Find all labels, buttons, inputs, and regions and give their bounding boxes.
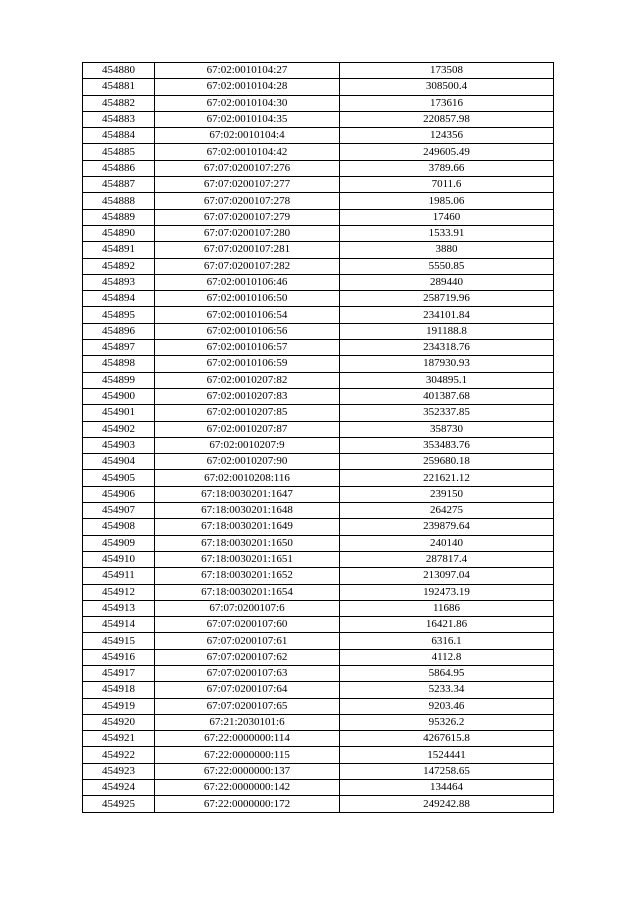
table-row (83, 763, 554, 779)
cadastral-number-cell: 67:07:0200107:60 (155, 617, 340, 633)
cadastral-number-cell: 67:18:0030201:1654 (155, 584, 340, 600)
row-number-cell: 454925 (83, 796, 155, 812)
cadastral-number-cell: 67:02:0010106:50 (155, 291, 340, 307)
row-number-cell: 454909 (83, 535, 155, 551)
row-number-cell: 454922 (83, 747, 155, 763)
cadastral-number-cell: 67:18:0030201:1649 (155, 519, 340, 535)
cadastral-number-cell: 67:02:0010106:46 (155, 274, 340, 290)
cadastral-number-cell: 67:02:0010207:90 (155, 454, 340, 470)
table-row (83, 372, 554, 388)
value-cell: 3789.66 (340, 160, 554, 176)
cadastral-number-cell: 67:02:0010104:35 (155, 111, 340, 127)
value-cell: 308500.4 (340, 79, 554, 95)
row-number-cell: 454885 (83, 144, 155, 160)
cadastral-number-cell: 67:07:0200107:6 (155, 600, 340, 616)
table-body (83, 63, 554, 813)
value-cell: 11686 (340, 600, 554, 616)
cadastral-number-cell: 67:02:0010104:27 (155, 63, 340, 79)
cadastral-number-cell: 67:02:0010106:54 (155, 307, 340, 323)
row-number-cell: 454906 (83, 486, 155, 502)
row-number-cell: 454902 (83, 421, 155, 437)
value-cell: 258719.96 (340, 291, 554, 307)
row-number-cell: 454900 (83, 388, 155, 404)
row-number-cell: 454924 (83, 780, 155, 796)
cadastral-number-cell: 67:02:0010207:83 (155, 388, 340, 404)
row-number-cell: 454881 (83, 79, 155, 95)
value-cell: 192473.19 (340, 584, 554, 600)
value-cell: 353483.76 (340, 437, 554, 453)
table-row (83, 323, 554, 339)
row-number-cell: 454889 (83, 209, 155, 225)
value-cell: 358730 (340, 421, 554, 437)
cadastral-number-cell: 67:07:0200107:65 (155, 698, 340, 714)
row-number-cell: 454898 (83, 356, 155, 372)
cadastral-number-cell: 67:22:0000000:172 (155, 796, 340, 812)
row-number-cell: 454914 (83, 617, 155, 633)
table-row (83, 454, 554, 470)
table-row (83, 633, 554, 649)
table-row (83, 307, 554, 323)
row-number-cell: 454919 (83, 698, 155, 714)
table-row (83, 747, 554, 763)
cadastral-number-cell: 67:07:0200107:279 (155, 209, 340, 225)
value-cell: 4112.8 (340, 649, 554, 665)
table-row (83, 551, 554, 567)
row-number-cell: 454895 (83, 307, 155, 323)
value-cell: 95326.2 (340, 714, 554, 730)
row-number-cell: 454917 (83, 665, 155, 681)
cadastral-number-cell: 67:07:0200107:63 (155, 665, 340, 681)
value-cell: 259680.18 (340, 454, 554, 470)
cadastral-number-cell: 67:02:0010106:59 (155, 356, 340, 372)
value-cell: 173616 (340, 95, 554, 111)
table-row (83, 388, 554, 404)
row-number-cell: 454888 (83, 193, 155, 209)
table-row (83, 470, 554, 486)
table-row (83, 584, 554, 600)
row-number-cell: 454912 (83, 584, 155, 600)
value-cell: 5550.85 (340, 258, 554, 274)
table-row (83, 128, 554, 144)
cadastral-number-cell: 67:02:0010106:57 (155, 340, 340, 356)
value-cell: 239150 (340, 486, 554, 502)
row-number-cell: 454908 (83, 519, 155, 535)
table-row (83, 649, 554, 665)
row-number-cell: 454913 (83, 600, 155, 616)
row-number-cell: 454910 (83, 551, 155, 567)
table-row (83, 405, 554, 421)
cadastral-number-cell: 67:07:0200107:280 (155, 225, 340, 241)
table-row (83, 519, 554, 535)
row-number-cell: 454883 (83, 111, 155, 127)
table-row (83, 731, 554, 747)
value-cell: 234318.76 (340, 340, 554, 356)
value-cell: 352337.85 (340, 405, 554, 421)
cadastral-number-cell: 67:02:0010104:4 (155, 128, 340, 144)
value-cell: 304895.1 (340, 372, 554, 388)
table-row (83, 144, 554, 160)
cadastral-number-cell: 67:02:0010207:82 (155, 372, 340, 388)
cadastral-value-table (82, 62, 554, 813)
value-cell: 16421.86 (340, 617, 554, 633)
cadastral-number-cell: 67:02:0010208:116 (155, 470, 340, 486)
row-number-cell: 454891 (83, 242, 155, 258)
cadastral-number-cell: 67:07:0200107:282 (155, 258, 340, 274)
table-row (83, 665, 554, 681)
cadastral-number-cell: 67:07:0200107:276 (155, 160, 340, 176)
row-number-cell: 454918 (83, 682, 155, 698)
value-cell: 191188.8 (340, 323, 554, 339)
table-row (83, 193, 554, 209)
cadastral-number-cell: 67:18:0030201:1648 (155, 503, 340, 519)
value-cell: 134464 (340, 780, 554, 796)
value-cell: 1524441 (340, 747, 554, 763)
row-number-cell: 454921 (83, 731, 155, 747)
cadastral-number-cell: 67:02:0010104:30 (155, 95, 340, 111)
table-row (83, 682, 554, 698)
value-cell: 401387.68 (340, 388, 554, 404)
row-number-cell: 454884 (83, 128, 155, 144)
table-row (83, 503, 554, 519)
value-cell: 220857.98 (340, 111, 554, 127)
value-cell: 287817.4 (340, 551, 554, 567)
table-row (83, 698, 554, 714)
table-row (83, 486, 554, 502)
row-number-cell: 454899 (83, 372, 155, 388)
row-number-cell: 454892 (83, 258, 155, 274)
table-row (83, 340, 554, 356)
table-row (83, 177, 554, 193)
row-number-cell: 454886 (83, 160, 155, 176)
row-number-cell: 454896 (83, 323, 155, 339)
cadastral-number-cell: 67:02:0010207:87 (155, 421, 340, 437)
value-cell: 249242.88 (340, 796, 554, 812)
table-row (83, 79, 554, 95)
table-row (83, 780, 554, 796)
row-number-cell: 454905 (83, 470, 155, 486)
cadastral-number-cell: 67:02:0010104:28 (155, 79, 340, 95)
value-cell: 7011.6 (340, 177, 554, 193)
cadastral-number-cell: 67:07:0200107:61 (155, 633, 340, 649)
table-row (83, 421, 554, 437)
table-row (83, 160, 554, 176)
table-row (83, 291, 554, 307)
value-cell: 147258.65 (340, 763, 554, 779)
value-cell: 289440 (340, 274, 554, 290)
row-number-cell: 454894 (83, 291, 155, 307)
row-number-cell: 454903 (83, 437, 155, 453)
table-row (83, 600, 554, 616)
table-row (83, 356, 554, 372)
cadastral-number-cell: 67:22:0000000:142 (155, 780, 340, 796)
table-row (83, 568, 554, 584)
table-row (83, 242, 554, 258)
table-row (83, 225, 554, 241)
value-cell: 187930.93 (340, 356, 554, 372)
value-cell: 6316.1 (340, 633, 554, 649)
cadastral-number-cell: 67:22:0000000:137 (155, 763, 340, 779)
value-cell: 124356 (340, 128, 554, 144)
cadastral-number-cell: 67:22:0000000:115 (155, 747, 340, 763)
cadastral-number-cell: 67:18:0030201:1651 (155, 551, 340, 567)
value-cell: 264275 (340, 503, 554, 519)
row-number-cell: 454893 (83, 274, 155, 290)
table-row (83, 617, 554, 633)
row-number-cell: 454915 (83, 633, 155, 649)
value-cell: 5864.95 (340, 665, 554, 681)
cadastral-number-cell: 67:07:0200107:281 (155, 242, 340, 258)
table-row (83, 796, 554, 812)
value-cell: 9203.46 (340, 698, 554, 714)
value-cell: 240140 (340, 535, 554, 551)
value-cell: 3880 (340, 242, 554, 258)
value-cell: 4267615.8 (340, 731, 554, 747)
value-cell: 5233.34 (340, 682, 554, 698)
value-cell: 213097.04 (340, 568, 554, 584)
row-number-cell: 454880 (83, 63, 155, 79)
cadastral-number-cell: 67:18:0030201:1647 (155, 486, 340, 502)
cadastral-number-cell: 67:18:0030201:1650 (155, 535, 340, 551)
row-number-cell: 454923 (83, 763, 155, 779)
table-row (83, 258, 554, 274)
cadastral-number-cell: 67:02:0010207:9 (155, 437, 340, 453)
table-row (83, 209, 554, 225)
table-row (83, 63, 554, 79)
cadastral-number-cell: 67:02:0010106:56 (155, 323, 340, 339)
value-cell: 17460 (340, 209, 554, 225)
cadastral-number-cell: 67:07:0200107:277 (155, 177, 340, 193)
row-number-cell: 454920 (83, 714, 155, 730)
cadastral-number-cell: 67:02:0010207:85 (155, 405, 340, 421)
row-number-cell: 454916 (83, 649, 155, 665)
row-number-cell: 454882 (83, 95, 155, 111)
table-row (83, 274, 554, 290)
table-row (83, 95, 554, 111)
cadastral-number-cell: 67:21:2030101:6 (155, 714, 340, 730)
table-row (83, 535, 554, 551)
row-number-cell: 454890 (83, 225, 155, 241)
table-row (83, 437, 554, 453)
row-number-cell: 454887 (83, 177, 155, 193)
value-cell: 249605.49 (340, 144, 554, 160)
value-cell: 234101.84 (340, 307, 554, 323)
value-cell: 1533.91 (340, 225, 554, 241)
cadastral-number-cell: 67:02:0010104:42 (155, 144, 340, 160)
row-number-cell: 454901 (83, 405, 155, 421)
value-cell: 239879.64 (340, 519, 554, 535)
row-number-cell: 454907 (83, 503, 155, 519)
row-number-cell: 454897 (83, 340, 155, 356)
value-cell: 1985.06 (340, 193, 554, 209)
cadastral-number-cell: 67:18:0030201:1652 (155, 568, 340, 584)
row-number-cell: 454904 (83, 454, 155, 470)
cadastral-number-cell: 67:07:0200107:64 (155, 682, 340, 698)
cadastral-number-cell: 67:22:0000000:114 (155, 731, 340, 747)
value-cell: 173508 (340, 63, 554, 79)
table-row (83, 714, 554, 730)
cadastral-number-cell: 67:07:0200107:278 (155, 193, 340, 209)
cadastral-number-cell: 67:07:0200107:62 (155, 649, 340, 665)
row-number-cell: 454911 (83, 568, 155, 584)
table-row (83, 111, 554, 127)
value-cell: 221621.12 (340, 470, 554, 486)
